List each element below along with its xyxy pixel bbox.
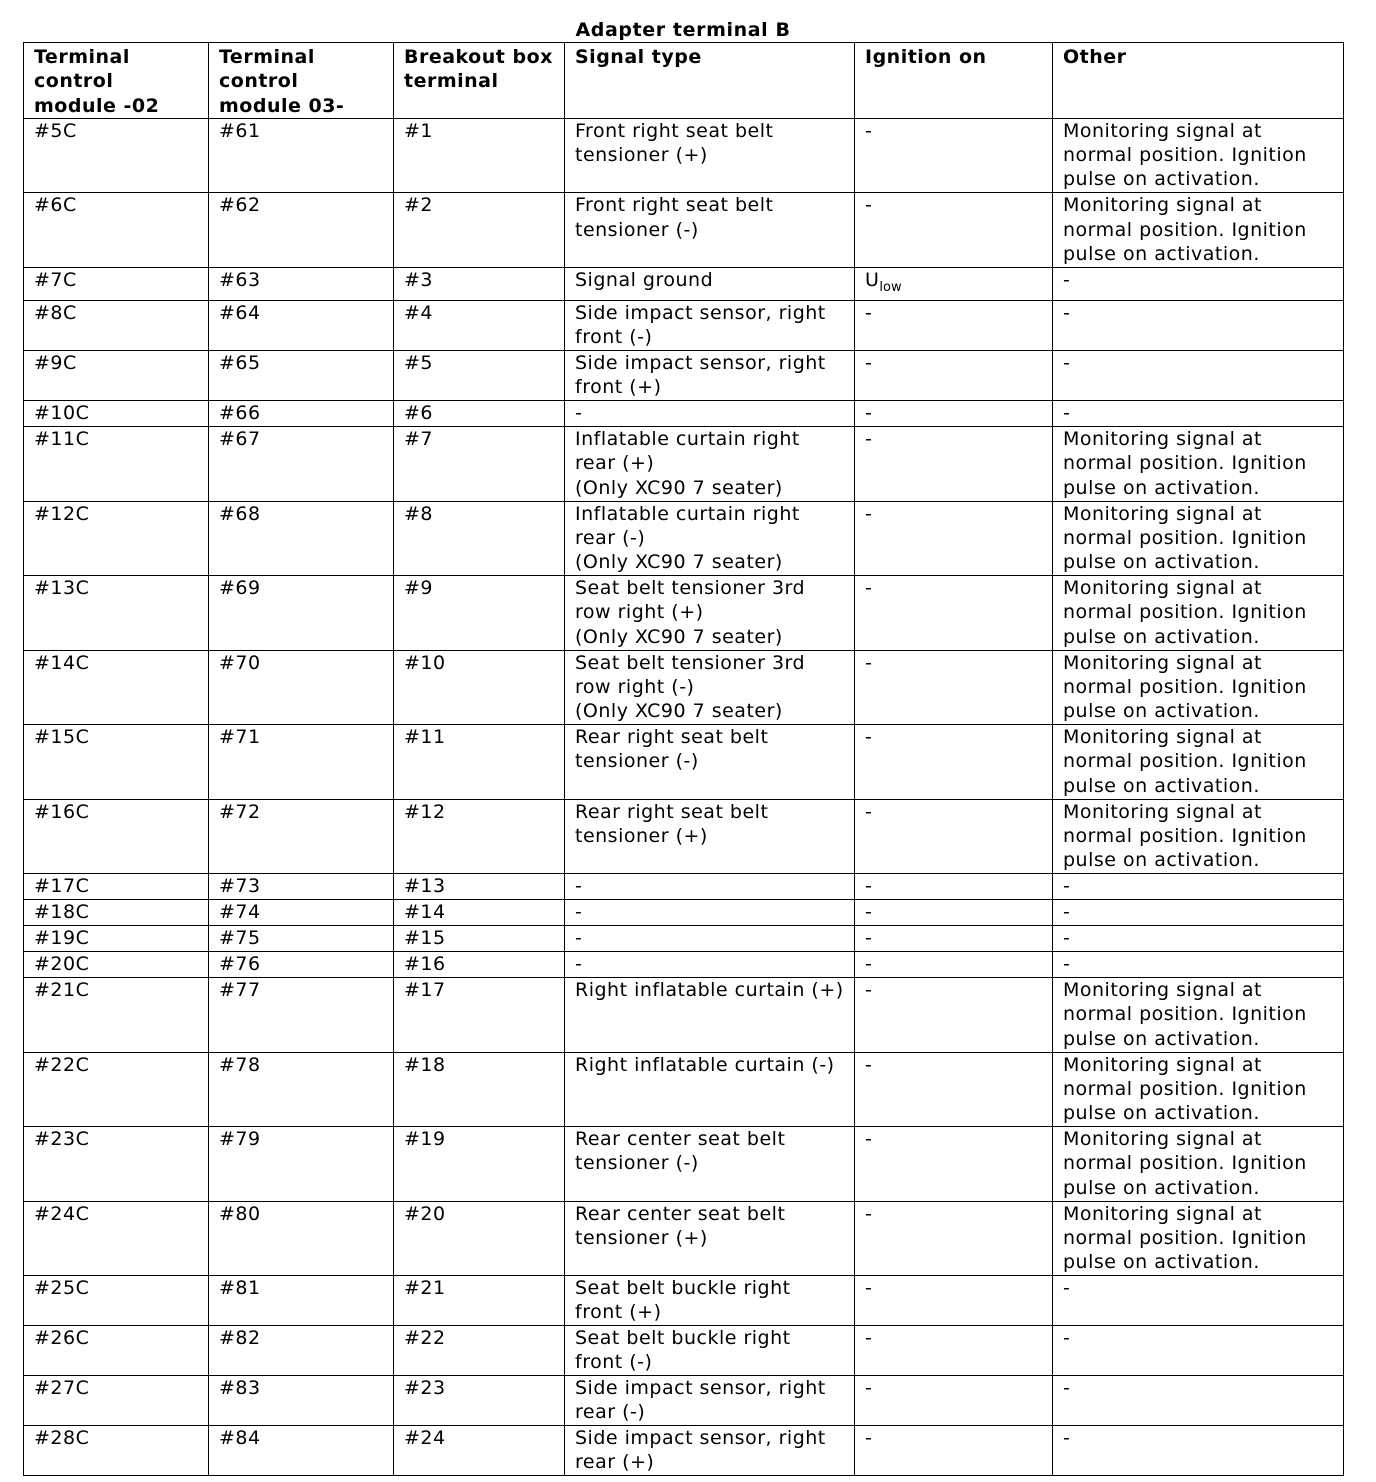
- cell-signal-type: Side impact sensor, right front (-): [565, 301, 855, 351]
- table-row: [24, 427, 1344, 502]
- table-row: [24, 952, 1344, 978]
- cell-ignition-on: -: [855, 427, 1053, 502]
- cell-other: Monitoring signal at normal position. Ignition pulse on activation.: [1053, 576, 1344, 651]
- table-row: [24, 1276, 1344, 1326]
- cell-terminal-cm-02: #10C: [24, 401, 209, 427]
- table-row: [24, 1052, 1344, 1127]
- table-row: [24, 1201, 1344, 1276]
- cell-signal-type: Rear right seat belt tensioner (+): [565, 799, 855, 874]
- cell-ignition-on: -: [855, 1052, 1053, 1127]
- table-row: [24, 501, 1344, 576]
- cell-signal-type: Front right seat belt tensioner (+): [565, 118, 855, 193]
- cell-signal-type: Right inflatable curtain (+): [565, 978, 855, 1053]
- cell-terminal-cm-03: #71: [209, 725, 394, 800]
- cell-breakout-box-terminal: #14: [394, 900, 565, 926]
- cell-breakout-box-terminal: #18: [394, 1052, 565, 1127]
- table-row: [24, 118, 1344, 193]
- cell-other: -: [1053, 401, 1344, 427]
- cell-terminal-cm-03: #84: [209, 1426, 394, 1476]
- cell-terminal-cm-03: #64: [209, 301, 394, 351]
- cell-ignition-on: -: [855, 1326, 1053, 1376]
- cell-terminal-cm-02: #11C: [24, 427, 209, 502]
- cell-terminal-cm-02: #5C: [24, 118, 209, 193]
- header-other: Other: [1053, 43, 1344, 119]
- cell-terminal-cm-02: #28C: [24, 1426, 209, 1476]
- cell-other: Monitoring signal at normal position. Ignition pulse on activation.: [1053, 1127, 1344, 1202]
- cell-signal-type: Seat belt tensioner 3rd row right (+) (Only XC90 7 seater): [565, 576, 855, 651]
- cell-ignition-on: -: [855, 900, 1053, 926]
- cell-other: -: [1053, 952, 1344, 978]
- cell-breakout-box-terminal: #12: [394, 799, 565, 874]
- cell-signal-type: Right inflatable curtain (-): [565, 1052, 855, 1127]
- cell-ignition-on: -: [855, 1376, 1053, 1426]
- cell-ignition-on: -: [855, 576, 1053, 651]
- cell-breakout-box-terminal: #2: [394, 193, 565, 268]
- table-row: [24, 799, 1344, 874]
- cell-terminal-cm-03: #79: [209, 1127, 394, 1202]
- table-row: [24, 576, 1344, 651]
- cell-signal-type: Rear right seat belt tensioner (-): [565, 725, 855, 800]
- cell-breakout-box-terminal: #19: [394, 1127, 565, 1202]
- cell-other: Monitoring signal at normal position. Ignition pulse on activation.: [1053, 978, 1344, 1053]
- cell-signal-type: Inflatable curtain right rear (-) (Only XC90 7 seater): [565, 501, 855, 576]
- cell-other: Monitoring signal at normal position. Ignition pulse on activation.: [1053, 427, 1344, 502]
- ignition-subscript: low: [879, 279, 902, 295]
- cell-breakout-box-terminal: #24: [394, 1426, 565, 1476]
- cell-breakout-box-terminal: #22: [394, 1326, 565, 1376]
- cell-other: -: [1053, 267, 1344, 300]
- cell-terminal-cm-03: #77: [209, 978, 394, 1053]
- table-row: [24, 725, 1344, 800]
- cell-terminal-cm-03: #72: [209, 799, 394, 874]
- header-signal-type: Signal type: [565, 43, 855, 119]
- cell-ignition-on: -: [855, 978, 1053, 1053]
- cell-terminal-cm-03: #82: [209, 1326, 394, 1376]
- cell-breakout-box-terminal: #3: [394, 267, 565, 300]
- cell-terminal-cm-03: #63: [209, 267, 394, 300]
- cell-breakout-box-terminal: #9: [394, 576, 565, 651]
- header-breakout-box-terminal: Breakout box terminal: [394, 43, 565, 119]
- cell-breakout-box-terminal: #8: [394, 501, 565, 576]
- cell-terminal-cm-02: #18C: [24, 900, 209, 926]
- ignition-value: U: [865, 268, 880, 291]
- cell-ignition-on: -: [855, 1426, 1053, 1476]
- cell-breakout-box-terminal: #20: [394, 1201, 565, 1276]
- adapter-terminal-table: [23, 42, 1344, 1476]
- header-ignition-on: Ignition on: [855, 43, 1053, 119]
- cell-terminal-cm-03: #68: [209, 501, 394, 576]
- cell-terminal-cm-03: #80: [209, 1201, 394, 1276]
- cell-signal-type: Rear center seat belt tensioner (+): [565, 1201, 855, 1276]
- table-row: [24, 401, 1344, 427]
- cell-breakout-box-terminal: #6: [394, 401, 565, 427]
- cell-breakout-box-terminal: #17: [394, 978, 565, 1053]
- cell-terminal-cm-02: #23C: [24, 1127, 209, 1202]
- cell-ignition-on: -: [855, 1201, 1053, 1276]
- cell-terminal-cm-02: #22C: [24, 1052, 209, 1127]
- cell-signal-type: Inflatable curtain right rear (+) (Only XC90 7 seater): [565, 427, 855, 502]
- cell-other: Monitoring signal at normal position. Ignition pulse on activation.: [1053, 650, 1344, 725]
- table-row: [24, 650, 1344, 725]
- cell-other: -: [1053, 926, 1344, 952]
- cell-other: -: [1053, 1376, 1344, 1426]
- cell-breakout-box-terminal: #23: [394, 1376, 565, 1426]
- cell-signal-type: -: [565, 401, 855, 427]
- cell-ignition-on: -: [855, 193, 1053, 268]
- table-row: [24, 301, 1344, 351]
- cell-other: -: [1053, 301, 1344, 351]
- cell-ignition-on: -: [855, 1127, 1053, 1202]
- cell-terminal-cm-02: #13C: [24, 576, 209, 651]
- cell-ignition-on: -: [855, 501, 1053, 576]
- cell-terminal-cm-02: #25C: [24, 1276, 209, 1326]
- cell-terminal-cm-02: #15C: [24, 725, 209, 800]
- cell-signal-type: Seat belt tensioner 3rd row right (-) (Only XC90 7 seater): [565, 650, 855, 725]
- cell-breakout-box-terminal: #4: [394, 301, 565, 351]
- cell-ignition-on: -: [855, 401, 1053, 427]
- cell-ignition-on: -: [855, 118, 1053, 193]
- cell-signal-type: Rear center seat belt tensioner (-): [565, 1127, 855, 1202]
- cell-breakout-box-terminal: #5: [394, 351, 565, 401]
- table-row: [24, 1127, 1344, 1202]
- cell-terminal-cm-03: #67: [209, 427, 394, 502]
- cell-ignition-on: -: [855, 1276, 1053, 1326]
- cell-ignition-on: -: [855, 351, 1053, 401]
- cell-other: -: [1053, 1326, 1344, 1376]
- cell-breakout-box-terminal: #16: [394, 952, 565, 978]
- cell-ignition-on: -: [855, 799, 1053, 874]
- cell-terminal-cm-02: #21C: [24, 978, 209, 1053]
- cell-signal-type: Side impact sensor, right rear (+): [565, 1426, 855, 1476]
- table-row: [24, 193, 1344, 268]
- cell-ignition-on: [855, 267, 1053, 300]
- cell-terminal-cm-02: #16C: [24, 799, 209, 874]
- cell-signal-type: Signal ground: [565, 267, 855, 300]
- table-body: [24, 118, 1344, 1475]
- cell-ignition-on: -: [855, 725, 1053, 800]
- cell-terminal-cm-02: #8C: [24, 301, 209, 351]
- cell-ignition-on: -: [855, 874, 1053, 900]
- cell-terminal-cm-02: #12C: [24, 501, 209, 576]
- cell-other: Monitoring signal at normal position. Ignition pulse on activation.: [1053, 1052, 1344, 1127]
- cell-other: -: [1053, 351, 1344, 401]
- table-row: [24, 267, 1344, 300]
- table-row: [24, 900, 1344, 926]
- cell-terminal-cm-02: #7C: [24, 267, 209, 300]
- cell-other: Monitoring signal at normal position. Ignition pulse on activation.: [1053, 501, 1344, 576]
- table-row: [24, 926, 1344, 952]
- cell-other: Monitoring signal at normal position. Ignition pulse on activation.: [1053, 799, 1344, 874]
- table-header-row: [24, 43, 1344, 119]
- table-row: [24, 1426, 1344, 1476]
- cell-terminal-cm-03: #70: [209, 650, 394, 725]
- cell-terminal-cm-02: #27C: [24, 1376, 209, 1426]
- cell-terminal-cm-03: #83: [209, 1376, 394, 1426]
- cell-signal-type: Seat belt buckle right front (-): [565, 1326, 855, 1376]
- cell-terminal-cm-03: #66: [209, 401, 394, 427]
- cell-terminal-cm-02: #17C: [24, 874, 209, 900]
- header-terminal-cm-02: Terminal control module -02: [24, 43, 209, 119]
- cell-terminal-cm-02: #19C: [24, 926, 209, 952]
- cell-terminal-cm-03: #65: [209, 351, 394, 401]
- cell-terminal-cm-02: #6C: [24, 193, 209, 268]
- cell-other: -: [1053, 1276, 1344, 1326]
- cell-breakout-box-terminal: #10: [394, 650, 565, 725]
- cell-signal-type: Seat belt buckle right front (+): [565, 1276, 855, 1326]
- cell-terminal-cm-03: #69: [209, 576, 394, 651]
- cell-ignition-on: -: [855, 650, 1053, 725]
- cell-terminal-cm-02: #26C: [24, 1326, 209, 1376]
- cell-terminal-cm-03: #75: [209, 926, 394, 952]
- cell-terminal-cm-03: #76: [209, 952, 394, 978]
- cell-terminal-cm-02: #24C: [24, 1201, 209, 1276]
- cell-ignition-on: -: [855, 301, 1053, 351]
- cell-signal-type: Side impact sensor, right front (+): [565, 351, 855, 401]
- cell-signal-type: Front right seat belt tensioner (-): [565, 193, 855, 268]
- cell-terminal-cm-03: #78: [209, 1052, 394, 1127]
- cell-other: -: [1053, 900, 1344, 926]
- cell-breakout-box-terminal: #7: [394, 427, 565, 502]
- cell-breakout-box-terminal: #13: [394, 874, 565, 900]
- cell-signal-type: Side impact sensor, right rear (-): [565, 1376, 855, 1426]
- cell-breakout-box-terminal: #11: [394, 725, 565, 800]
- cell-terminal-cm-02: #9C: [24, 351, 209, 401]
- cell-terminal-cm-02: #14C: [24, 650, 209, 725]
- table-row: [24, 874, 1344, 900]
- cell-terminal-cm-02: #20C: [24, 952, 209, 978]
- cell-other: Monitoring signal at normal position. Ignition pulse on activation.: [1053, 725, 1344, 800]
- cell-breakout-box-terminal: #15: [394, 926, 565, 952]
- cell-breakout-box-terminal: #1: [394, 118, 565, 193]
- cell-signal-type: -: [565, 952, 855, 978]
- cell-other: Monitoring signal at normal position. Ignition pulse on activation.: [1053, 118, 1344, 193]
- cell-other: Monitoring signal at normal position. Ignition pulse on activation.: [1053, 1201, 1344, 1276]
- cell-signal-type: -: [565, 926, 855, 952]
- cell-terminal-cm-03: #61: [209, 118, 394, 193]
- cell-other: Monitoring signal at normal position. Ignition pulse on activation.: [1053, 193, 1344, 268]
- cell-ignition-on: -: [855, 952, 1053, 978]
- cell-ignition-on: -: [855, 926, 1053, 952]
- cell-terminal-cm-03: #81: [209, 1276, 394, 1326]
- cell-terminal-cm-03: #73: [209, 874, 394, 900]
- cell-terminal-cm-03: #62: [209, 193, 394, 268]
- header-terminal-cm-03: Terminal control module 03-: [209, 43, 394, 119]
- cell-breakout-box-terminal: #21: [394, 1276, 565, 1326]
- table-row: [24, 978, 1344, 1053]
- table-row: [24, 351, 1344, 401]
- cell-signal-type: -: [565, 900, 855, 926]
- cell-signal-type: -: [565, 874, 855, 900]
- table-row: [24, 1376, 1344, 1426]
- cell-terminal-cm-03: #74: [209, 900, 394, 926]
- document-title: Adapter terminal B: [575, 19, 791, 41]
- cell-other: -: [1053, 874, 1344, 900]
- table-row: [24, 1326, 1344, 1376]
- cell-other: -: [1053, 1426, 1344, 1476]
